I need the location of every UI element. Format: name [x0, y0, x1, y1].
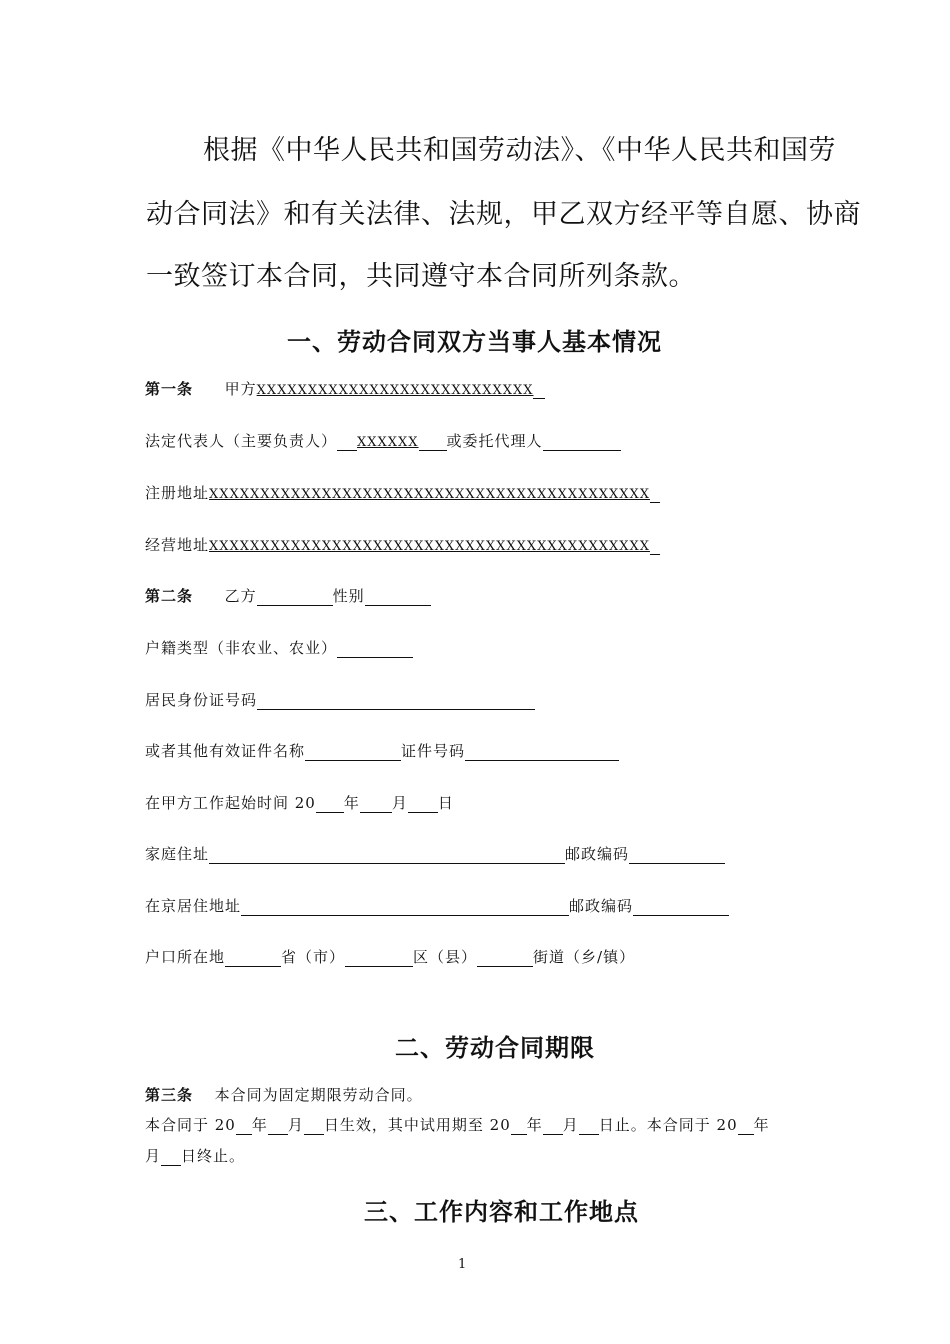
intro-line-1: 根据《中华人民共和国劳动法》、《中华人民共和国劳	[203, 135, 836, 166]
home-postcode-blank[interactable]	[629, 845, 725, 864]
gender-blank[interactable]	[365, 587, 431, 606]
reg-addr-label: 注册地址	[145, 484, 210, 502]
article-3-label: 第三条	[145, 1086, 194, 1104]
cert-no-blank[interactable]	[465, 742, 619, 761]
section-1-heading: 一、劳动合同双方当事人基本情况	[287, 328, 662, 356]
biz-addr-row	[145, 534, 660, 555]
party-b-blank[interactable]	[257, 587, 333, 606]
start-year-blank[interactable]	[316, 794, 344, 813]
id-number-row	[145, 689, 535, 710]
term-text-c: 月	[287, 1116, 304, 1134]
other-cert-row	[145, 740, 619, 761]
other-cert-label: 或者其他有效证件名称	[145, 742, 306, 760]
end-year-blank[interactable]	[738, 1116, 754, 1135]
bj-addr-label: 在京居住地址	[145, 897, 242, 915]
home-postcode-label: 邮政编码	[565, 845, 630, 863]
home-addr-row	[145, 843, 725, 864]
street-blank[interactable]	[477, 948, 533, 967]
bj-addr-row	[145, 895, 729, 916]
id-number-blank[interactable]	[257, 691, 535, 710]
party-a-value: XXXXXXXXXXXXXXXXXXXXXXXXXXX	[256, 383, 534, 398]
party-b-label: 乙方	[224, 587, 257, 605]
start-month-blank[interactable]	[360, 794, 392, 813]
article-3-text: 本合同为固定期限劳动合同。	[214, 1086, 423, 1104]
start-day-blank[interactable]	[408, 794, 438, 813]
intro-line-2: 动合同法》和有关法律、法规，甲乙双方经平等自愿、协商	[146, 199, 861, 230]
term-text-a: 本合同于 20	[145, 1116, 236, 1134]
article-3-row	[145, 1084, 423, 1105]
agent-blank[interactable]	[543, 432, 621, 451]
intro-line-3: 一致签订本合同，共同遵守本合同所列条款。	[146, 261, 696, 292]
term-end-text: 日终止。	[181, 1147, 246, 1165]
province-label: 省（市）	[281, 948, 346, 966]
biz-addr-label: 经营地址	[145, 536, 210, 554]
section-2-heading: 二、劳动合同期限	[395, 1034, 595, 1062]
effective-year-blank[interactable]	[236, 1116, 252, 1135]
article-1-party-a	[145, 378, 545, 399]
article-2-party-b	[145, 585, 431, 606]
probation-day-blank[interactable]	[579, 1116, 599, 1135]
term-text-b: 年	[251, 1116, 268, 1134]
section-3-heading: 三、工作内容和工作地点	[364, 1198, 639, 1226]
article-2-label: 第二条	[145, 587, 194, 605]
home-addr-label: 家庭住址	[145, 845, 210, 863]
legal-rep-label: 法定代表人（主要负责人）	[145, 432, 338, 450]
term-text-f: 月	[562, 1116, 579, 1134]
party-a-label: 甲方	[224, 380, 257, 398]
district-label: 区（县）	[413, 948, 478, 966]
effective-month-blank[interactable]	[268, 1116, 288, 1135]
hukou-type-blank[interactable]	[337, 639, 413, 658]
bj-postcode-blank[interactable]	[633, 897, 729, 916]
month-label: 月	[391, 794, 408, 812]
term-text-e: 年	[526, 1116, 543, 1134]
legal-rep-row	[145, 430, 621, 451]
agent-label: 或委托代理人	[446, 432, 543, 450]
term-dates-row	[145, 1114, 770, 1135]
province-blank[interactable]	[225, 948, 281, 967]
end-day-blank[interactable]	[161, 1147, 181, 1166]
term-end-month-label: 月	[145, 1147, 162, 1165]
street-label: 街道（乡/镇）	[533, 948, 636, 966]
page-number: 1	[458, 1257, 467, 1272]
home-addr-blank[interactable]	[209, 845, 565, 864]
term-text-h: 年	[753, 1116, 770, 1134]
probation-month-blank[interactable]	[543, 1116, 563, 1135]
hukou-loc-label: 户口所在地	[145, 948, 226, 966]
effective-day-blank[interactable]	[304, 1116, 324, 1135]
cert-no-label: 证件号码	[401, 742, 466, 760]
reg-addr-value: XXXXXXXXXXXXXXXXXXXXXXXXXXXXXXXXXXXXXXXXXXX	[209, 487, 650, 502]
article-1-label: 第一条	[145, 380, 194, 398]
term-text-d: 日生效，其中试用期至 20	[323, 1116, 511, 1134]
start-date-label: 在甲方工作起始时间 20	[145, 794, 316, 812]
hukou-loc-row	[145, 946, 635, 967]
probation-year-blank[interactable]	[511, 1116, 527, 1135]
year-label: 年	[343, 794, 360, 812]
other-cert-blank[interactable]	[305, 742, 401, 761]
hukou-type-row	[145, 637, 413, 658]
start-date-row	[145, 792, 454, 813]
reg-addr-row	[145, 482, 660, 503]
bj-postcode-label: 邮政编码	[569, 897, 634, 915]
legal-rep-value: XXXXXX	[357, 435, 419, 450]
id-number-label: 居民身份证号码	[145, 691, 258, 709]
hukou-type-label: 户籍类型（非农业、农业）	[145, 639, 338, 657]
gender-label: 性别	[332, 587, 365, 605]
biz-addr-value: XXXXXXXXXXXXXXXXXXXXXXXXXXXXXXXXXXXXXXXXXXX	[209, 539, 650, 554]
term-text-g: 日止。本合同于 20	[598, 1116, 738, 1134]
district-blank[interactable]	[345, 948, 413, 967]
day-label: 日	[437, 794, 454, 812]
bj-addr-blank[interactable]	[241, 897, 569, 916]
term-end-row	[145, 1145, 245, 1166]
